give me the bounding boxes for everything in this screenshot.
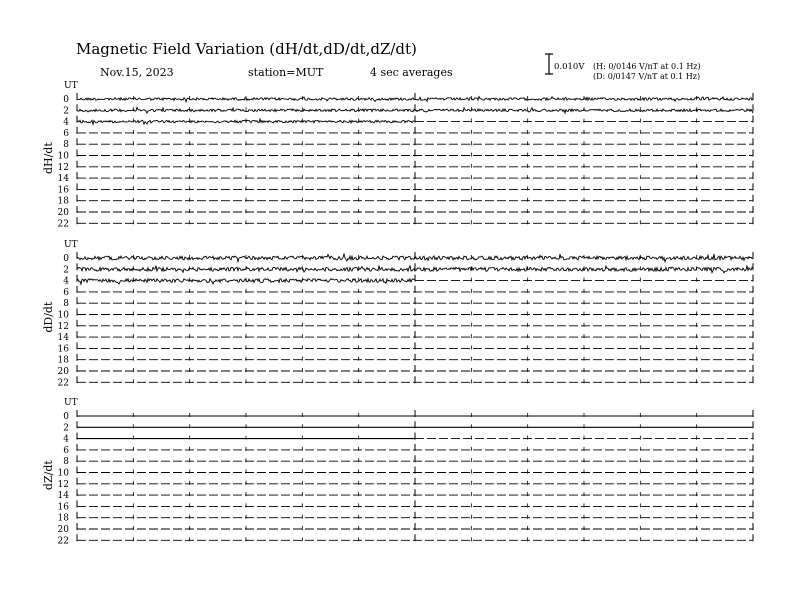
panels-group (42, 81, 753, 546)
hour-label: 6 (63, 287, 69, 298)
hour-label: 8 (63, 140, 69, 151)
panel-label: dH/dt (42, 142, 55, 175)
hour-label: 16 (57, 344, 69, 355)
hour-label: 22 (57, 536, 69, 547)
hour-label: 10 (57, 468, 69, 479)
scale-note-d: (D: 0/0147 V/nT at 0.1 Hz) (593, 72, 701, 81)
station-label: station=MUT (248, 66, 324, 79)
hour-label: 22 (57, 378, 69, 389)
panel-3 (42, 398, 753, 546)
hour-label: 18 (57, 513, 69, 524)
hour-label: 4 (63, 276, 69, 287)
hour-label: 6 (63, 445, 69, 456)
hour-label: 10 (57, 151, 69, 162)
hour-label: 20 (57, 208, 69, 218)
hour-label: 14 (57, 174, 69, 185)
hour-label: 4 (63, 434, 69, 445)
date-label: Nov.15, 2023 (100, 66, 174, 79)
hour-label: 10 (57, 310, 69, 321)
ut-label: UT (64, 398, 78, 408)
hour-label: 0 (63, 254, 69, 264)
hour-label: 6 (63, 128, 69, 139)
hour-label: 12 (57, 321, 69, 332)
hour-label: 18 (57, 196, 69, 207)
averaging-label: 4 sec averages (370, 66, 453, 79)
hour-label: 8 (63, 299, 69, 310)
hour-label: 4 (63, 117, 69, 128)
hour-label: 2 (63, 423, 69, 434)
hour-label: 0 (63, 412, 69, 422)
hour-label: 18 (57, 355, 69, 366)
hour-label: 0 (63, 95, 69, 105)
panel-label: dZ/dt (42, 460, 55, 491)
hour-label: 20 (57, 525, 69, 535)
hour-label: 12 (57, 162, 69, 173)
hour-label: 14 (57, 333, 69, 344)
hour-label: 14 (57, 491, 69, 502)
panel-1 (42, 81, 753, 229)
hour-label: 2 (63, 106, 69, 117)
scale-value: 0.010V (554, 62, 585, 72)
hour-label: 2 (63, 265, 69, 276)
hour-label: 8 (63, 457, 69, 468)
scale-bar (545, 54, 553, 74)
panel-2 (42, 240, 753, 388)
chart-title: Magnetic Field Variation (dH/dt,dD/dt,dZ/dt) (76, 40, 417, 58)
ut-label: UT (64, 240, 78, 250)
panel-label: dD/dt (42, 301, 55, 333)
hour-label: 22 (57, 219, 69, 230)
hour-label: 12 (57, 479, 69, 490)
scale-note-h: (H: 0/0146 V/nT at 0.1 Hz) (593, 62, 701, 71)
hour-label: 16 (57, 185, 69, 196)
hour-label: 20 (57, 367, 69, 377)
ut-label: UT (64, 81, 78, 91)
hour-label: 16 (57, 502, 69, 513)
